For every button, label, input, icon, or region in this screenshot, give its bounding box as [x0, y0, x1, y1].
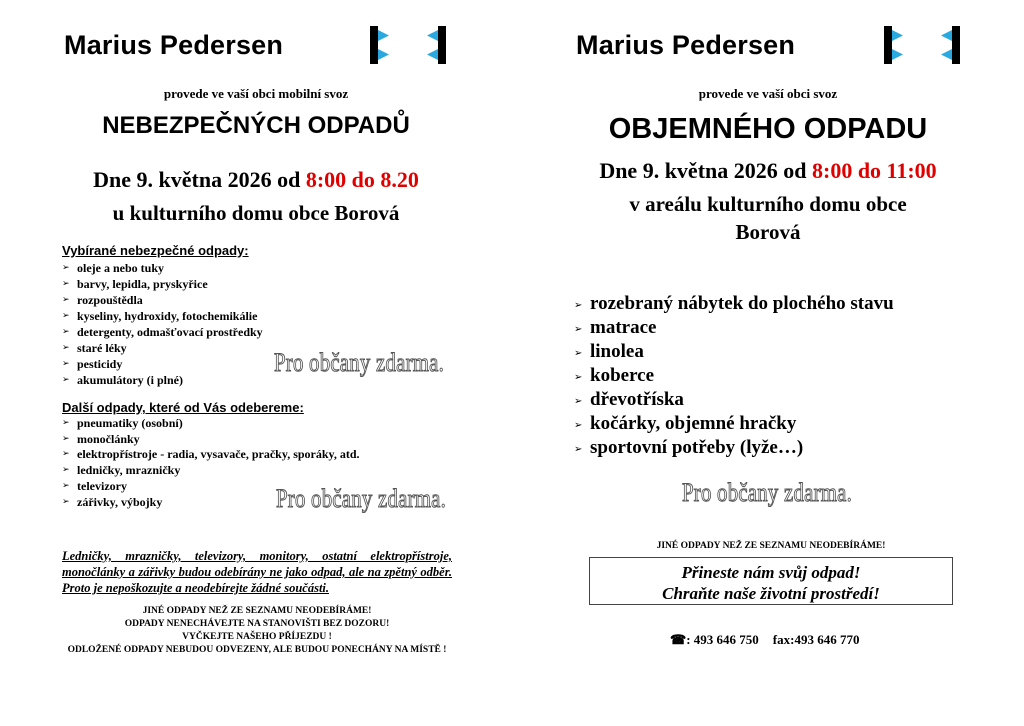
list-item: ➢ dřevotříska: [574, 388, 894, 412]
list-item: ➢ linolea: [574, 340, 894, 364]
list-item: ➢ pneumatiky (osobní): [62, 416, 183, 430]
bulky-waste-list: [574, 292, 894, 460]
list-item: ➢ kyseliny, hydroxidy, fotochemikálie: [62, 309, 258, 323]
intro-text: provede ve vaší obci svoz: [698, 86, 838, 101]
slogan-box: [589, 557, 953, 605]
warnings-block: [62, 605, 452, 657]
place-line: Borová: [735, 220, 801, 244]
list-item: ➢ oleje a nebo tuky: [62, 261, 164, 275]
list-item: ➢ detergenty, odmašťovací prostředky: [62, 325, 263, 339]
arrow-bullet-icon: ➢: [62, 480, 70, 491]
list-item: ➢ kočárky, objemné hračky: [574, 412, 894, 436]
contact-line: [670, 632, 859, 648]
date-time: 8:00 do 8.20: [305, 167, 419, 192]
arrow-bullet-icon: ➢: [62, 343, 70, 353]
fax-number: fax:493 646 770: [772, 632, 860, 647]
list-item: ➢ rozebraný nábytek do plochého stavu: [574, 292, 894, 316]
company-logo-icon: [884, 26, 960, 64]
intro-text: provede ve vaší obci mobilní svoz: [163, 86, 349, 101]
arrow-bullet-icon: ➢: [62, 418, 70, 428]
arrow-bullet-icon: ➢: [574, 348, 583, 359]
list-item: ➢ akumulátory (i plné): [62, 373, 184, 387]
return-notice: Ledničky, mrazničky, televizory, monitory, ostatní elektropřístroje, monočlánky a zářivky budou odebírány ne jako odpad, ale na zpětný odběr. Proto je nepoškozujte a neodebírejte žádné součásti.: [62, 549, 452, 595]
list-item: ➢ monočlánky: [62, 431, 140, 446]
place-text: [576, 190, 960, 246]
brand-name: Marius Pedersen: [64, 30, 284, 60]
list-item: ➢ zářivky, výbojky: [62, 494, 163, 509]
list-item: ➢ koberce: [574, 364, 894, 388]
list-item: ➢ matrace: [574, 316, 894, 340]
warning-line: JINÉ ODPADY NEŽ ZE SEZNAMU NEODEBÍRÁME!: [656, 541, 886, 551]
warning-line: VYČKEJTE NAŠEHO PŘÍJEZDU !: [182, 632, 332, 642]
arrow-bullet-icon: ➢: [62, 263, 70, 273]
list-item: ➢ staré léky: [62, 341, 127, 355]
company-logo-icon: [370, 26, 446, 64]
arrow-bullet-icon: ➢: [574, 444, 583, 455]
list-item: ➢ rozpouštědla: [62, 293, 143, 307]
arrow-bullet-icon: ➢: [62, 359, 70, 369]
list-item: ➢ elektropřístroje - radia, vysavače, pračky, sporáky, atd.: [62, 447, 360, 462]
flyer-title: OBJEMNÉHO ODPADU: [608, 113, 928, 145]
list-item: ➢ televizory: [62, 478, 127, 493]
arrow-bullet-icon: ➢: [62, 433, 70, 444]
date-prefix: Dne 9. května 2026 od: [93, 167, 306, 192]
arrow-bullet-icon: ➢: [62, 279, 70, 289]
slogan-line: Chraňte naše životní prostředí!: [662, 584, 880, 603]
hazardous-list: [62, 260, 263, 388]
arrow-bullet-icon: ➢: [62, 327, 70, 337]
place-line: v areálu kulturního domu obce: [629, 192, 907, 216]
arrow-bullet-icon: ➢: [62, 496, 70, 507]
arrow-bullet-icon: ➢: [574, 396, 583, 407]
arrow-bullet-icon: ➢: [62, 311, 70, 321]
date-prefix: Dne 9. května 2026 od: [599, 158, 812, 183]
arrow-bullet-icon: ➢: [62, 295, 70, 305]
list-item: ➢ sportovní potřeby (lyže…): [574, 436, 894, 460]
list-item: ➢ pesticidy: [62, 357, 123, 371]
free-for-citizens-note: Pro občany zdarma.: [274, 348, 445, 377]
arrow-bullet-icon: ➢: [574, 324, 583, 335]
free-for-citizens-note: Pro občany zdarma.: [682, 478, 853, 507]
date-time: 8:00 do 11:00: [812, 158, 937, 183]
list-item: ➢ ledničky, mrazničky: [62, 463, 181, 478]
list-item: ➢ barvy, lepidla, pryskyřice: [62, 277, 208, 291]
slogan-line: Přineste nám svůj odpad!: [681, 563, 861, 582]
date-line: [64, 167, 448, 193]
arrow-bullet-icon: ➢: [62, 465, 70, 476]
date-line: [576, 158, 960, 184]
place-text: u kulturního domu obce Borová: [112, 201, 400, 225]
brand-name: Marius Pedersen: [576, 30, 796, 60]
arrow-bullet-icon: ➢: [62, 375, 70, 385]
flyer-title: NEBEZPEČNÝCH ODPADŮ: [102, 112, 410, 139]
free-for-citizens-note: Pro občany zdarma.: [276, 484, 447, 513]
arrow-bullet-icon: ➢: [574, 372, 583, 383]
warning-line: ODLOŽENÉ ODPADY NEBUDOU ODVEZENY, ALE BUDOU PONECHÁNY NA MÍSTĚ !: [67, 645, 447, 655]
arrow-bullet-icon: ➢: [574, 420, 583, 431]
arrow-bullet-icon: ➢: [574, 300, 583, 311]
section-heading-other: Další odpady, které od Vás odebereme:: [62, 400, 304, 415]
warning-line: JINÉ ODPADY NEŽ ZE SEZNAMU NEODEBÍRÁME!: [142, 606, 372, 616]
section-heading-hazardous: Vybírané nebezpečné odpady:: [62, 243, 249, 258]
arrow-bullet-icon: ➢: [62, 449, 70, 460]
phone-number: : 493 646 750: [686, 632, 759, 647]
telephone-icon: ☎: [670, 632, 687, 647]
warning-line: ODPADY NENECHÁVEJTE NA STANOVIŠTI BEZ DOZORU!: [124, 619, 390, 629]
